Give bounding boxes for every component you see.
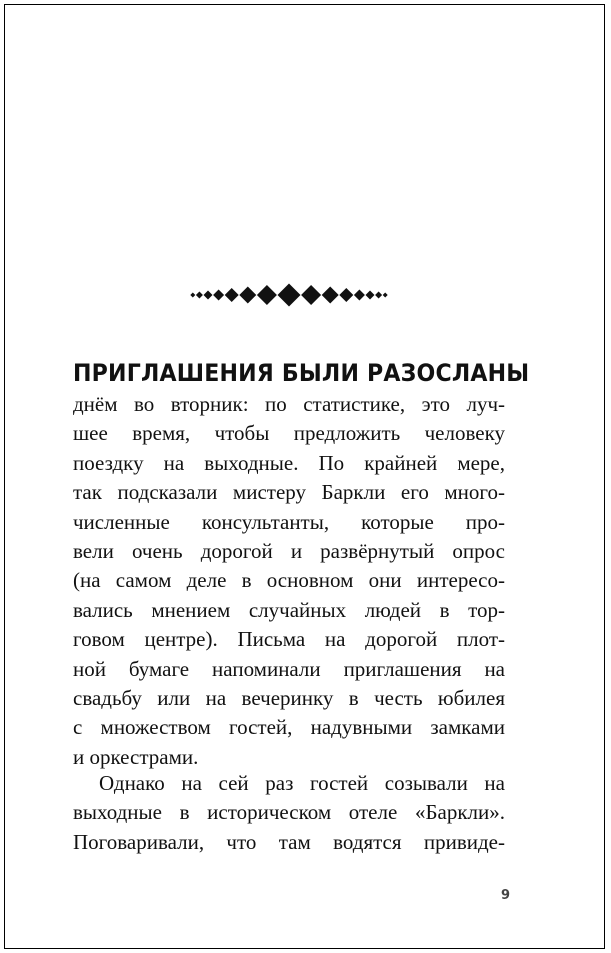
ornament-diamond (204, 291, 213, 300)
text-line: шее время, чтобы предложить человеку (73, 421, 505, 446)
text-line: говом центре). Письма на дорогой плот- (73, 627, 505, 652)
text-line: поездку на выходные. По крайней мере, (73, 450, 505, 475)
ornament-diamond (301, 285, 321, 305)
ornament-diamond (213, 290, 224, 301)
chapter-heading: ПРИГЛАШЕНИЯ БЫЛИ РАЗОСЛАНЫ (73, 359, 530, 387)
paragraph-2 (73, 769, 505, 857)
ornament-diamond (339, 288, 353, 302)
text-line: свадьбу или на вечеринку в честь юбилея (73, 685, 505, 710)
ornament-diamond (190, 293, 195, 298)
ornament-diamond (257, 285, 277, 305)
text-line: Однако на сей раз гостей созывали на (99, 771, 505, 795)
ornament-diamond (354, 290, 365, 301)
text-line: выходные в историческом отеле «Баркли». (73, 800, 505, 825)
text-line: ной бумаге напоминали приглашения на (73, 656, 505, 681)
ornament-diamond (383, 293, 388, 298)
ornament-diamond (375, 292, 382, 299)
text-line: днём во вторник: по статистике, это луч- (73, 392, 505, 416)
text-line: Поговаривали, что там водятся привиде- (73, 829, 505, 854)
text-line: и оркестрами. (73, 744, 199, 769)
text-line: так подсказали мистеру Баркли его много- (73, 480, 505, 505)
page-number: 9 (500, 888, 510, 903)
text-line: вели очень дорогой и развёрнутый опрос (73, 538, 505, 563)
ornament-diamond (366, 291, 375, 300)
text-line: (на самом деле в основном они интересо- (73, 568, 505, 593)
text-line: численные консультанты, которые про- (73, 509, 505, 534)
ornament-diamond (196, 292, 203, 299)
ornament-diamond (239, 287, 256, 304)
ornament-diamond (322, 287, 339, 304)
ornament-diamond (225, 288, 239, 302)
ornament-diamond (278, 284, 301, 307)
paragraph-1 (73, 390, 505, 772)
text-line: с множеством гостей, надувными замками (73, 715, 505, 740)
text-line: вались мнением случайных людей в тор- (73, 597, 505, 622)
diamond-chain-ornament-icon (166, 280, 412, 310)
